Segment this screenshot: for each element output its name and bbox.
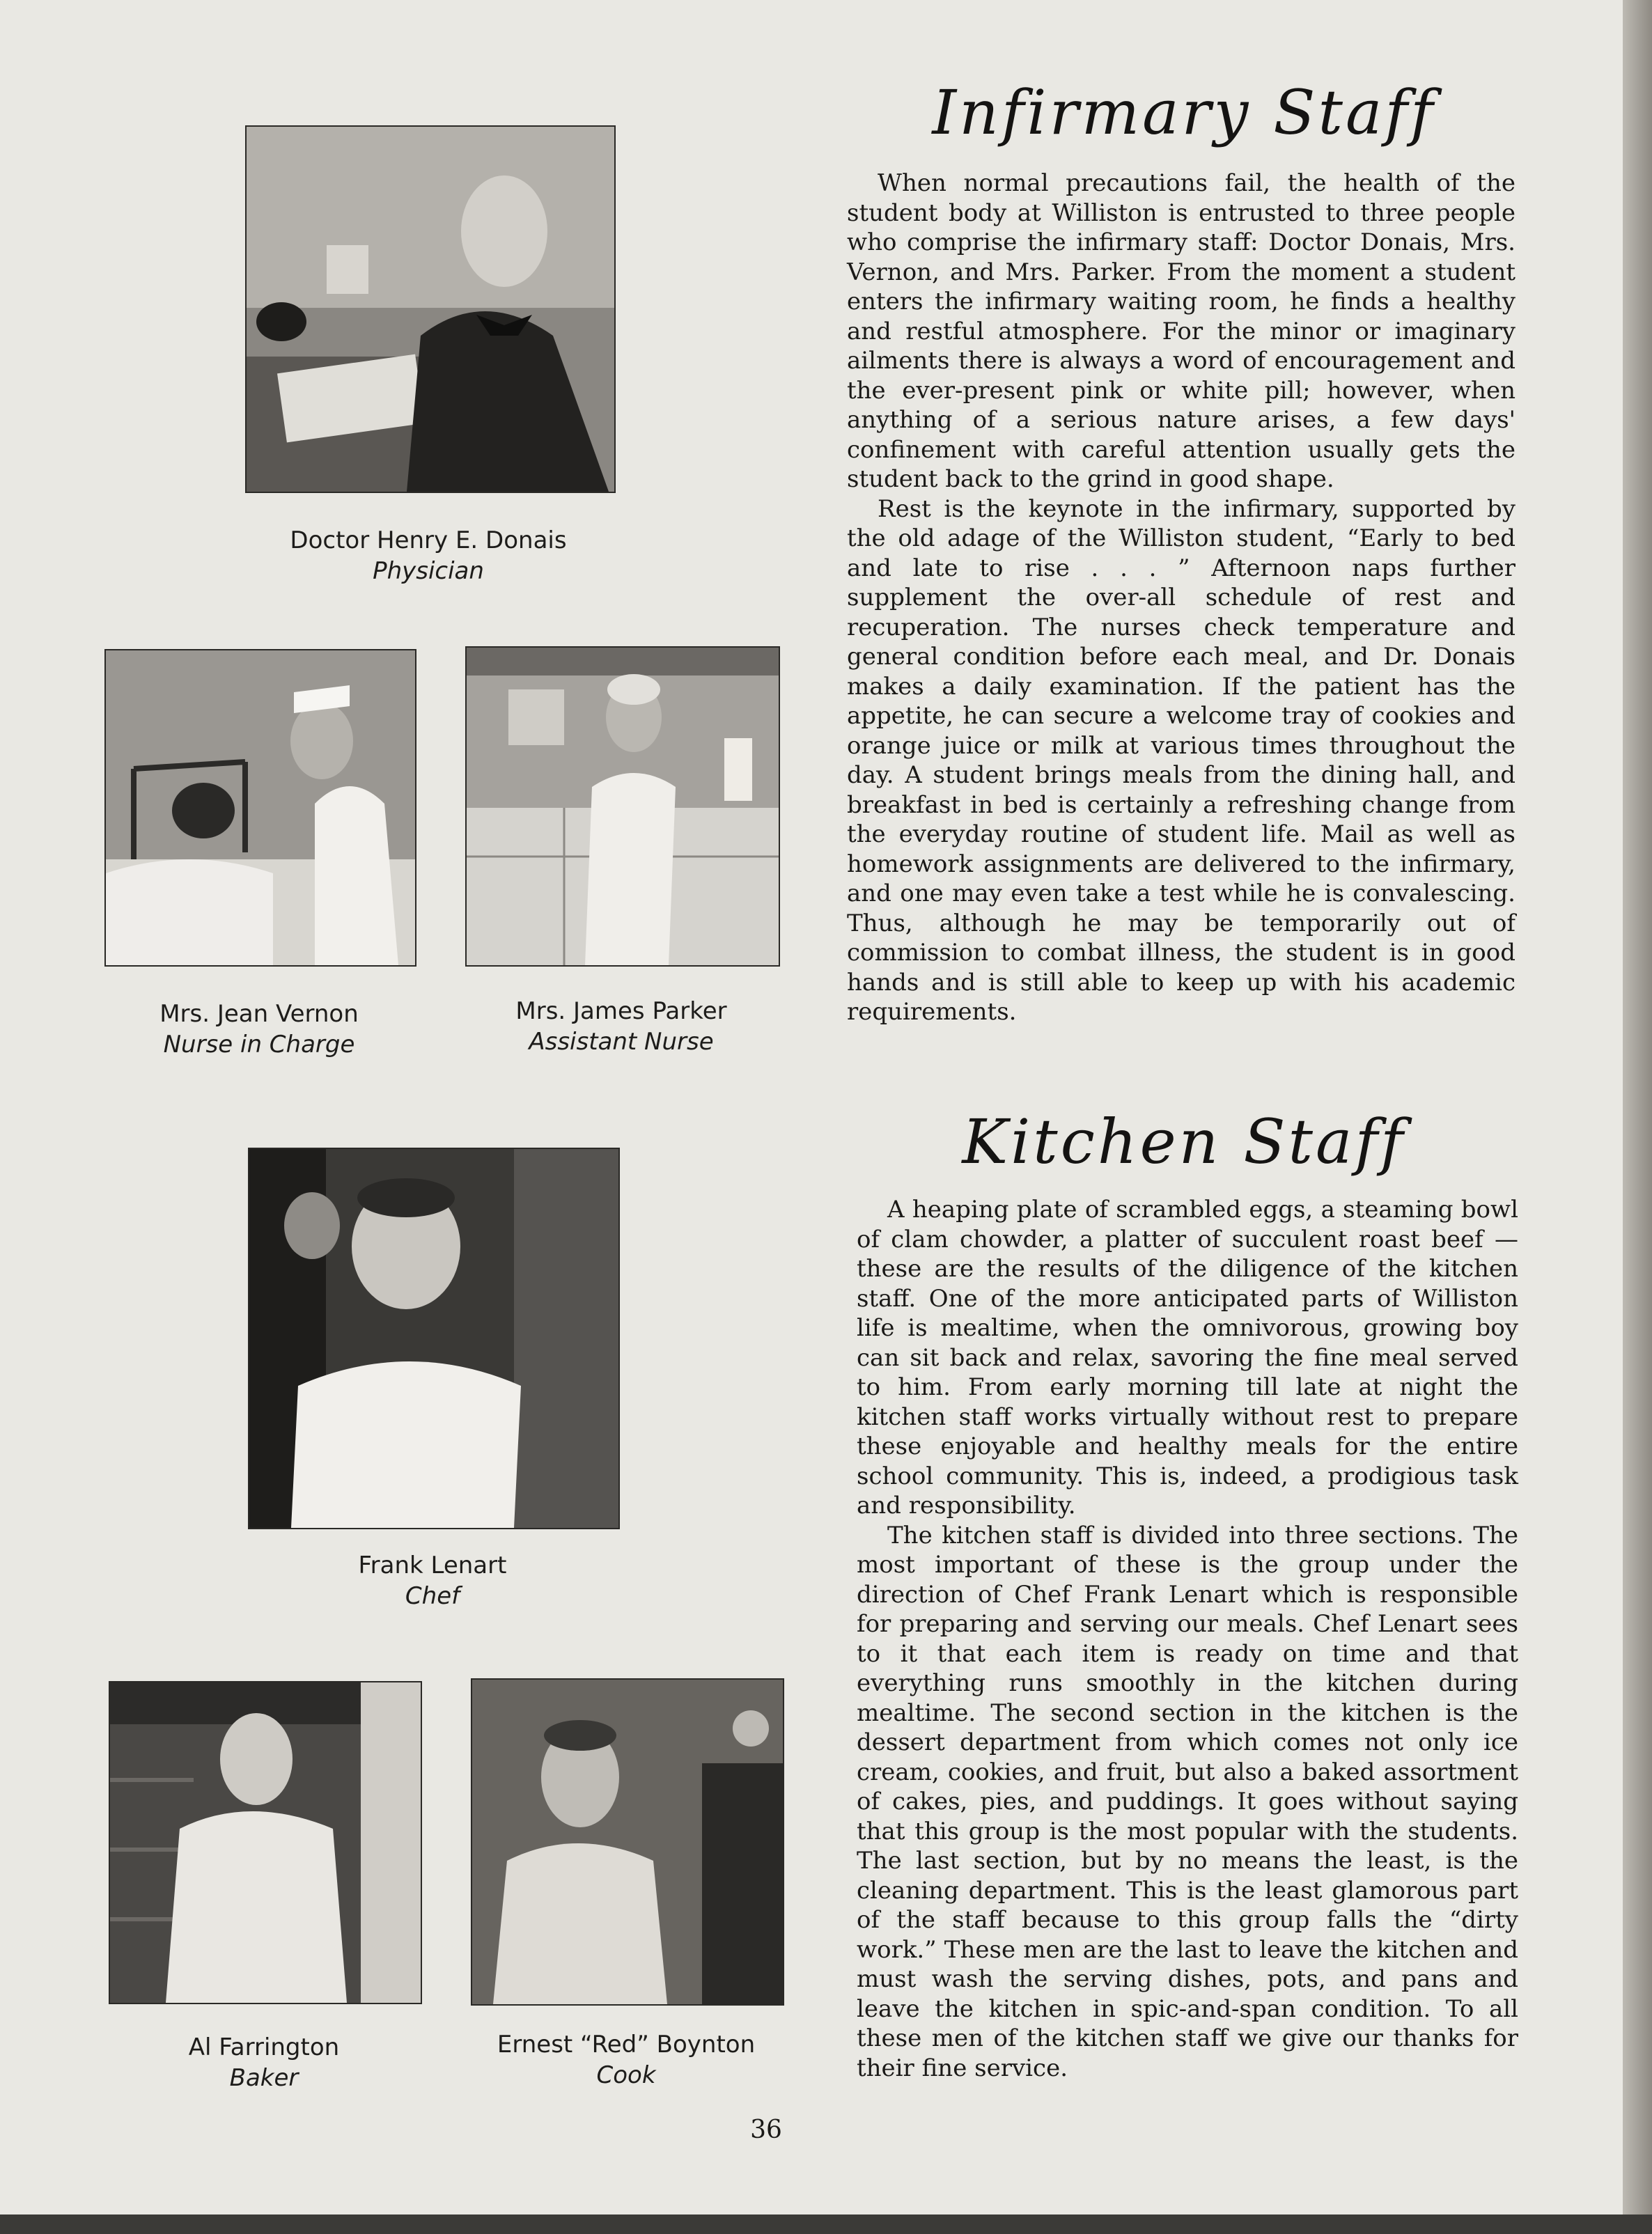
kitchen-heading: Kitchen Staff xyxy=(962,1106,1406,1178)
photo-name: Doctor Henry E. Donais xyxy=(290,526,567,554)
kitchen-body xyxy=(857,1195,1518,2083)
infirmary-paragraph: Rest is the keynote in the infirmary, supported by the old adage of the Williston student, “Early to bed and late to rise . . . ” Afternoon naps further supplement the over-all schedule of rest and recuperation. The nurses check temperature and general condition before each meal, and Dr. Donais makes a daily examination. If the patient has the appetite, he can secure a welcome tray of cookies and orange juice or milk at various times throughout the day. A student brings meals from the dining hall, and breakfast in bed is certainly a refreshing change from the everyday routine of student life. Mail as well as homework assignments are delivered to the infirmary, and one may even take a test while he is convalescing. Thus, although he may be temporarily out of commission to combat illness, the student is in good hands and is still able to keep up with his academic requirements. xyxy=(847,494,1515,1026)
photo-name: Frank Lenart xyxy=(358,1552,507,1579)
photo-jean-vernon xyxy=(104,649,416,967)
page-number: 36 xyxy=(750,2116,782,2144)
photo-al-farrington xyxy=(109,1681,422,2004)
photo-frank-lenart xyxy=(248,1148,620,1529)
photo-name: Mrs. James Parker xyxy=(515,997,727,1025)
photo-role: Cook xyxy=(596,2061,656,2089)
caption-frank-lenart xyxy=(248,1550,617,1611)
kitchen-paragraph: A heaping plate of scrambled eggs, a steaming bowl of clam chowder, a platter of succulent roast beef — these are the results of the diligence of the kitchen staff. One of the more anticipated parts of Williston life is mealtime, when the omnivorous, growing boy can sit back and relax, savoring the fine meal served to him. From early morning till late at night the kitchen staff works virtually without rest to prepare these enjoyable and healthy meals for the entire school community. This is, indeed, a prodigious task and responsibility. xyxy=(857,1196,1518,1520)
photo-james-parker xyxy=(465,646,780,967)
infirmary-heading: Infirmary Staff xyxy=(932,77,1436,148)
infirmary-paragraph: When normal precautions fail, the health of the student body at Williston is entrusted to three people who comprise the infirmary staff: Doctor Donais, Mrs. Vernon, and Mrs. Parker. From the moment a student enters the infirmary waiting room, he finds a healthy and restful atmosphere. For the minor or imaginary ailments there is always a word of encouragement and the ever-present pink or white pill; however, when anything of a serious nature arises, a few days' confinement with careful attention usually gets the student back to the grind in good shape. xyxy=(847,169,1515,493)
caption-james-parker xyxy=(465,996,777,1057)
photo-role: Chef xyxy=(405,1582,460,1610)
photo-doctor-donais xyxy=(245,125,616,493)
photo-ernest-boynton xyxy=(471,1678,784,2006)
photo-role: Physician xyxy=(373,557,484,585)
photo-name: Mrs. Jean Vernon xyxy=(159,1000,359,1028)
photo-role: Nurse in Charge xyxy=(163,1031,355,1059)
photo-name: Ernest “Red” Boynton xyxy=(497,2031,756,2059)
kitchen-paragraph: The kitchen staff is divided into three sections. The most important of these is the group under the direction of Chef Frank Lenart which is responsible for preparing and serving our meals. Chef Lenart sees to it that each item is ready on time and that everything runs smoothly in the kitchen during mealtime. The second section in the kitchen is the dessert department from which comes not only ice cream, cookies, and fruit, but also a baked assortment of cakes, pies, and puddings. It goes without saying that this group is the most popular with the students. The last section, but by no means the least, is the cleaning department. This is the least glamorous part of the staff because to this group falls the “dirty work.” These men are the last to leave the kitchen and must wash the serving dishes, pots, and pans and leave the kitchen in spic-and-span condition. To all these men of the kitchen staff we give our thanks for their fine service. xyxy=(857,1521,1518,2082)
page-edge xyxy=(1623,0,1652,2234)
photo-role: Baker xyxy=(229,2064,299,2092)
caption-al-farrington xyxy=(109,2032,419,2093)
infirmary-body xyxy=(847,169,1515,1027)
caption-jean-vernon xyxy=(104,999,414,1060)
photo-name: Al Farrington xyxy=(188,2033,340,2061)
scan-border xyxy=(0,2215,1652,2234)
photo-role: Assistant Nurse xyxy=(529,1028,714,1056)
caption-doctor-donais xyxy=(230,525,627,586)
caption-ernest-boynton xyxy=(460,2029,793,2091)
